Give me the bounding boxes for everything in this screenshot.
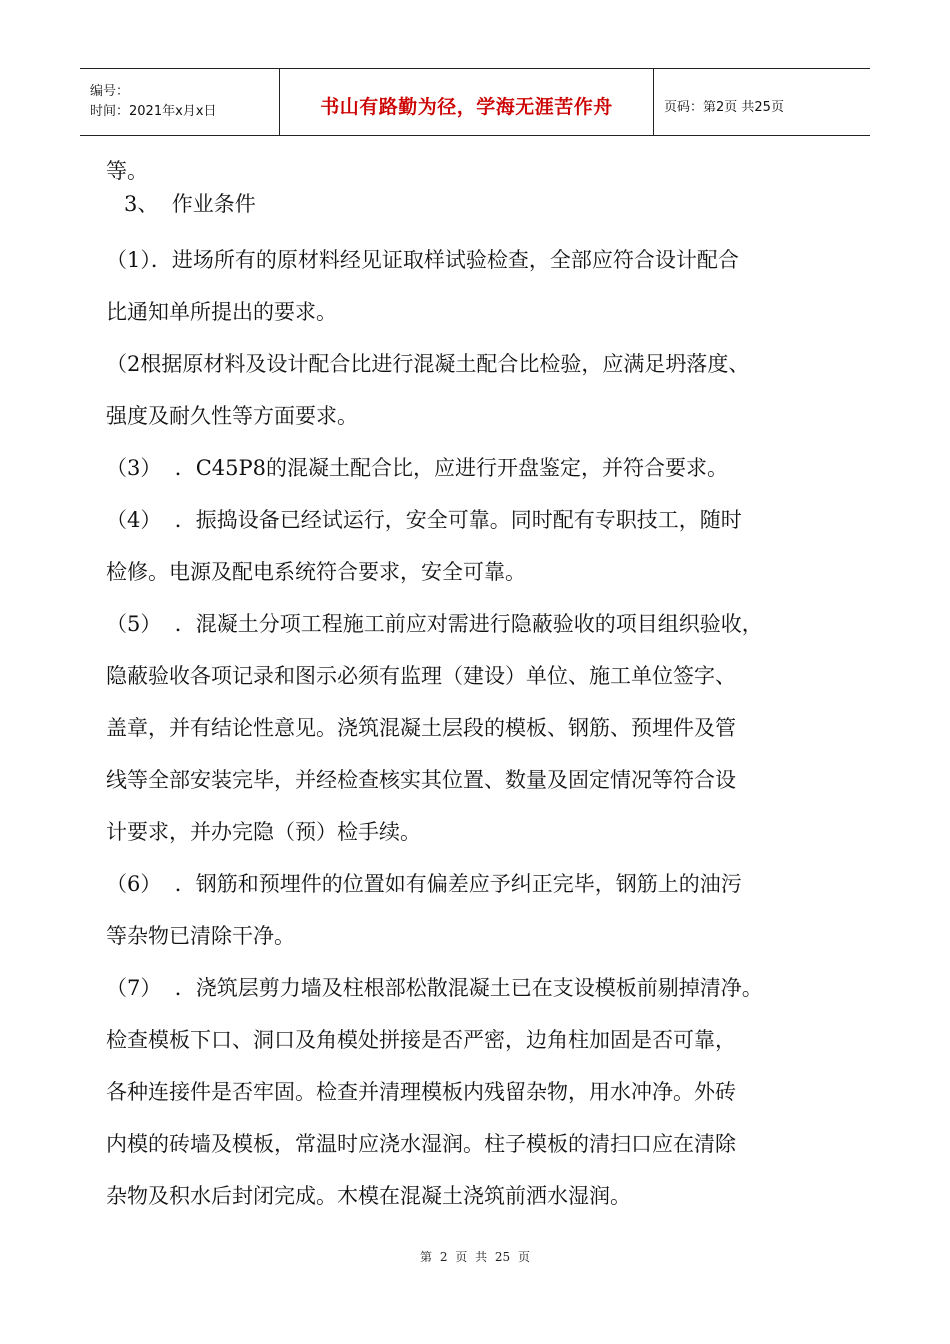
header-motto-cell: [280, 69, 654, 135]
header-motto: 书山有路勤为径，学海无涯苦作舟: [320, 95, 613, 118]
header-page-info: 页码：第2页 共25页: [664, 99, 784, 115]
page-header: [80, 68, 870, 136]
body-line: 线等全部安装完毕，并经检查核实其位置、数量及固定情况等符合设: [106, 768, 736, 792]
page-footer: 第 2 页 共 25 页: [420, 1250, 530, 1264]
body-line: （2根据原材料及设计配合比进行混凝土配合比检验，应满足坍落度、: [106, 352, 750, 376]
body-line: （6） ．钢筋和预埋件的位置如有偏差应予纠正完毕，钢筋上的油污: [106, 872, 742, 896]
body-line: 各种连接件是否牢固。检查并清理模板内残留杂物，用水冲净。外砖: [106, 1080, 736, 1104]
body-line: 等。: [106, 159, 148, 183]
doc-number-label: 编号：: [90, 84, 130, 99]
body-line: （7） ．浇筑层剪力墙及柱根部松散混凝土已在支设模板前剔掉清净。: [106, 976, 763, 1000]
document-body: [106, 148, 846, 1222]
header-page-cell: [654, 69, 870, 135]
body-line: （5） ．混凝土分项工程施工前应对需进行隐蔽验收的项目组织验收，: [106, 612, 763, 636]
body-line: 内模的砖墙及模板，常温时应浇水湿润。柱子模板的清扫口应在清除: [106, 1132, 736, 1156]
body-line: 等杂物已清除干净。: [106, 924, 295, 948]
body-line: 检修。电源及配电系统符合要求，安全可靠。: [106, 560, 526, 584]
body-line: 计要求，并办完隐（预）检手续。: [106, 820, 421, 844]
section-heading: 3、 作业条件: [124, 192, 256, 216]
body-line: 强度及耐久性等方面要求。: [106, 404, 358, 428]
body-line: （4） ．振捣设备已经试运行，安全可靠。同时配有专职技工，随时: [106, 508, 742, 532]
body-line: 盖章，并有结论性意见。浇筑混凝土层段的模板、钢筋、预埋件及管: [106, 716, 736, 740]
body-line: 比通知单所提出的要求。: [106, 300, 337, 324]
body-line: （3） ．C45P8的混凝土配合比，应进行开盘鉴定，并符合要求。: [106, 456, 728, 480]
header-meta-cell: [80, 69, 280, 135]
body-line: （1）．进场所有的原材料经见证取样试验检查，全部应符合设计配合: [106, 248, 739, 272]
body-line: 检查模板下口、洞口及角模处拼接是否严密，边角柱加固是否可靠，: [106, 1028, 736, 1052]
doc-time-label: 时间：2021年x月x日: [90, 104, 217, 119]
body-line: 杂物及积水后封闭完成。木模在混凝土浇筑前洒水湿润。: [106, 1184, 631, 1208]
body-line: 隐蔽验收各项记录和图示必须有监理（建设）单位、施工单位签字、: [106, 664, 736, 688]
